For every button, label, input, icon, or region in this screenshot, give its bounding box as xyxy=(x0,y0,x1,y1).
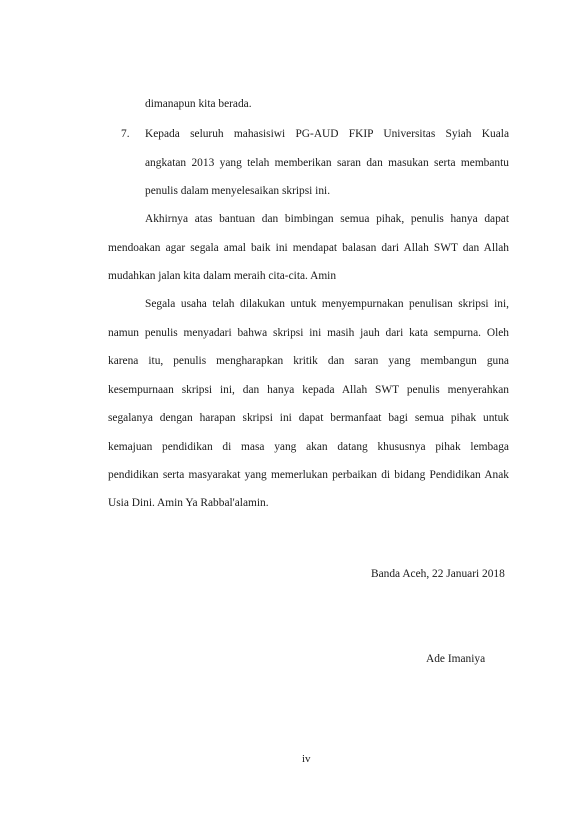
text-line: mendoakan agar segala amal baik ini mendapat balasan dari Allah SWT dan Allah xyxy=(108,242,509,254)
text-line: karena itu, penulis mengharapkan kritik dan saran yang membangun guna xyxy=(108,355,509,367)
place-date: Banda Aceh, 22 Januari 2018 xyxy=(371,568,505,580)
text-line: Segala usaha telah dilakukan untuk menyempurnakan penulisan skripsi ini, xyxy=(145,298,509,310)
text-line: kesempurnaan skripsi ini, dan hanya kepada Allah SWT penulis menyerahkan xyxy=(108,384,509,396)
text-line: dimanapun kita berada. xyxy=(145,98,252,110)
text-line: Kepada seluruh mahasisiwi PG-AUD FKIP Universitas Syiah Kuala xyxy=(145,128,509,140)
author-name: Ade Imaniya xyxy=(426,653,486,665)
list-item-number: 7. xyxy=(121,128,130,140)
text-line: namun penulis menyadari bahwa skripsi ini masih jauh dari kata sempurna. Oleh xyxy=(108,327,509,339)
text-line: pendidikan serta masyarakat yang memerlukan perbaikan di bidang Pendidikan Anak xyxy=(108,469,509,481)
text-line: Akhirnya atas bantuan dan bimbingan semua pihak, penulis hanya dapat xyxy=(145,213,509,225)
text-line: penulis dalam menyelesaikan skripsi ini. xyxy=(145,185,331,197)
page-number: iv xyxy=(302,753,311,765)
text-line: kemajuan pendidikan di masa yang akan datang khususnya pihak lembaga xyxy=(108,441,509,453)
text-line: angkatan 2013 yang telah memberikan saran dan masukan serta membantu xyxy=(145,157,509,169)
text-line: Usia Dini. Amin Ya Rabbal'alamin. xyxy=(108,497,269,509)
text-line: segalanya dengan harapan skripsi ini dapat bermanfaat bagi semua pihak untuk xyxy=(108,412,509,424)
text-line: mudahkan jalan kita dalam meraih cita-cita. Amin xyxy=(108,270,337,282)
